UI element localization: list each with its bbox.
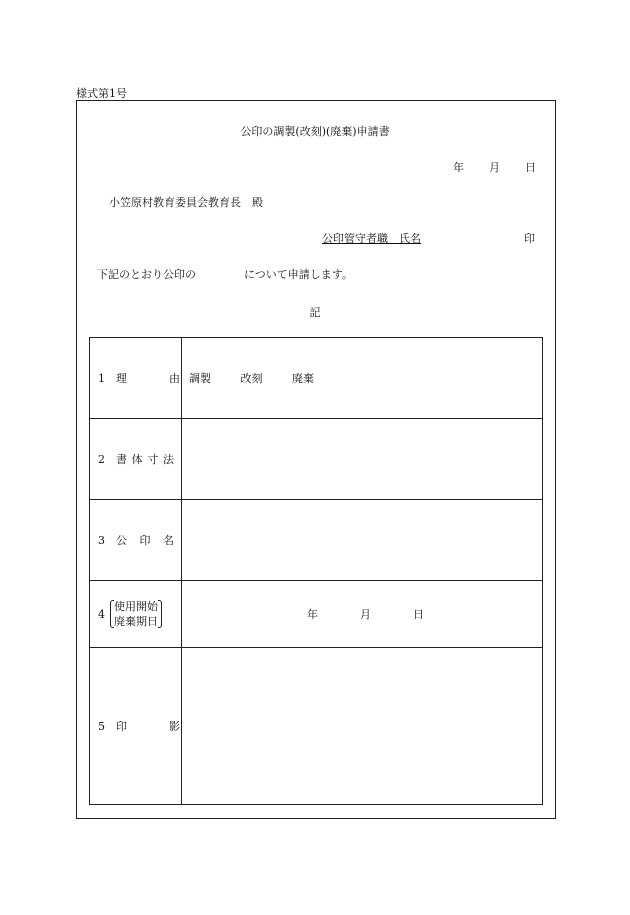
option-kaikoku: 改刻: [240, 372, 263, 385]
row-number: 5: [98, 719, 105, 733]
table-row: [90, 581, 543, 648]
date-day-label: 日: [525, 161, 536, 174]
request-line: [97, 266, 353, 282]
label-disposal-date: 廃棄期日: [114, 615, 158, 628]
label-char: 名: [163, 534, 174, 547]
row-label-reason: [90, 338, 182, 419]
addressee: 小笠原村教育委員会教育長 殿: [109, 196, 263, 209]
table-row: [90, 500, 543, 581]
label-char: 影: [169, 720, 180, 733]
label-char: 理: [116, 372, 127, 385]
form-number: 様式第1号: [76, 87, 127, 100]
label-char: 由: [169, 372, 180, 385]
seal-name-field[interactable]: [182, 500, 543, 581]
date-month-label: 月: [489, 161, 500, 174]
ki-label: 記: [309, 306, 321, 319]
row-number: 2: [98, 452, 105, 466]
label-char: 公: [116, 534, 127, 547]
request-text-before: 下記のとおり公印の: [97, 268, 196, 281]
option-haiki: 廃棄: [292, 372, 314, 385]
row-number: 1: [98, 371, 105, 385]
table-row: [90, 648, 543, 805]
row-label-seal-name: [90, 500, 182, 581]
row-label-impression: [90, 648, 182, 805]
request-text-after: について申請します。: [244, 268, 353, 281]
row-label-font-size: [90, 419, 182, 500]
font-size-field[interactable]: [182, 419, 543, 500]
label-char: 体: [131, 453, 143, 466]
label-char: 印: [139, 534, 151, 547]
dates-field[interactable]: [182, 581, 543, 648]
applicant-line: [322, 230, 535, 246]
reason-options: [182, 338, 543, 419]
table-row: [90, 338, 543, 419]
label-char: 書: [116, 453, 127, 466]
label-start-date: 使用開始: [114, 600, 158, 613]
label-char: 印: [116, 720, 127, 733]
row-label-dates: [90, 581, 182, 648]
bracket-label: [110, 599, 162, 629]
label-char: 法: [162, 453, 174, 466]
label-char: 寸: [147, 453, 159, 466]
applicant-label: 公印管守者職 氏名: [322, 232, 421, 245]
details-table: [89, 337, 543, 805]
row-number: 3: [98, 533, 105, 547]
table-row: [90, 419, 543, 500]
date-year-label: 年: [307, 608, 318, 621]
option-chousei: 調製: [189, 372, 211, 385]
date-month-label: 月: [360, 608, 371, 621]
seal-mark: 印: [524, 232, 535, 245]
date-year-label: 年: [453, 161, 464, 174]
document-title: 公印の調製(改刻)(廃棄)申請書: [240, 125, 390, 138]
row-number: 4: [98, 607, 105, 621]
date-day-label: 日: [413, 608, 424, 621]
seal-impression-field[interactable]: [182, 648, 543, 805]
